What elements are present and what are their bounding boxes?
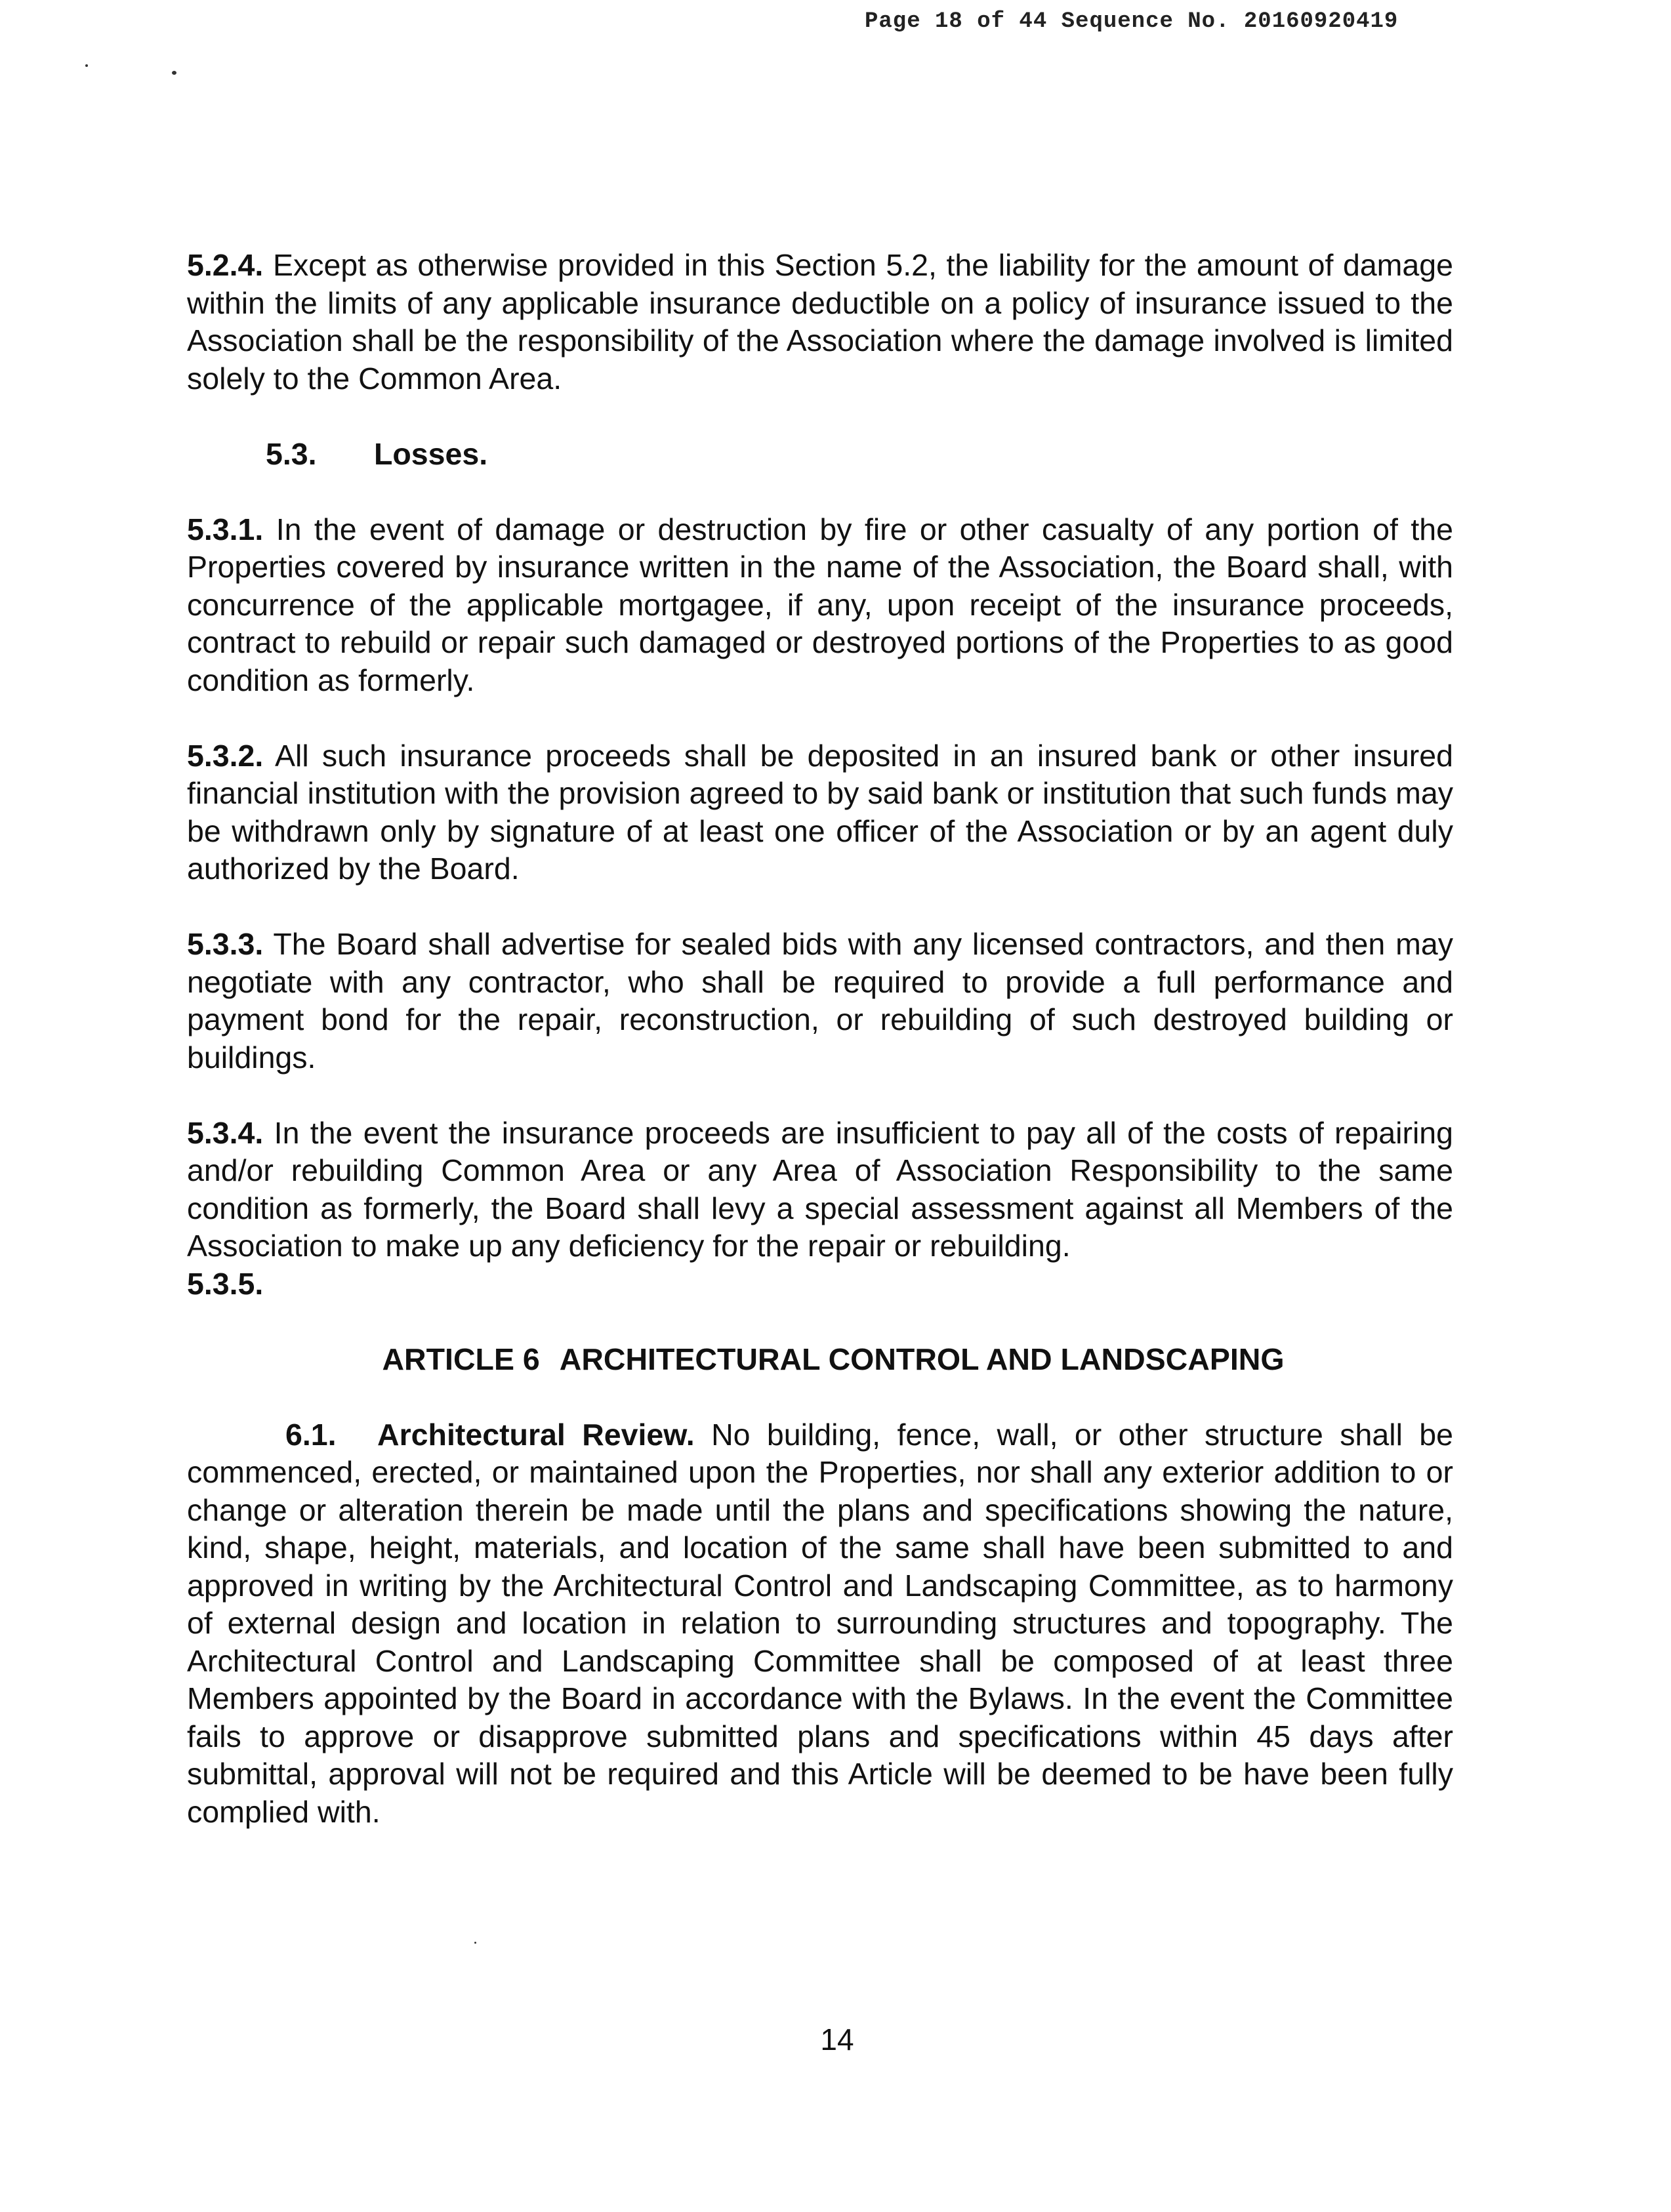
page-sequence-stamp: Page 18 of 44 Sequence No. 20160920419: [865, 9, 1399, 34]
paragraph-text: In the event the insurance proceeds are insufficient to pay all of the costs of repairing and/or rebuilding Common Area or any Area of Association Responsibility to the same condition as formerly, the Board shall levy a special assessment against all Members of the Association to make up any deficiency for the repair or rebuilding.: [187, 1115, 1453, 1263]
paragraph-5-3-4: [187, 1115, 1453, 1265]
page-number-text: 14: [820, 2022, 854, 2057]
section-heading-5-3: [187, 436, 1453, 474]
section-number: 6.1.: [285, 1417, 337, 1452]
section-number: 5.3.4.: [187, 1115, 264, 1150]
section-number-5-3-5: 5.3.5.: [187, 1266, 264, 1301]
scan-speck: [85, 64, 88, 67]
article-heading: [187, 1341, 1453, 1379]
paragraph-5-3-1: [187, 511, 1453, 700]
section-title: Losses.: [374, 436, 488, 471]
article-label: ARTICLE 6: [382, 1342, 540, 1376]
document-body: [187, 247, 1453, 1831]
paragraph-text: No building, fence, wall, or other structure shall be commenced, erected, or maintained upon the Properties, nor shall any exterior addition to or change or alteration therein be made until the plans and specifications showing the nature, kind, shape, height, materials, and location of the same shall have been submitted to and approved in writing by the Architectural Control and Landscaping Committee, as to harmony of external design and location in relation to surrounding structures and topography. The Architectural Control and Landscaping Committee shall be composed of at least three Members appointed by the Board in accordance with the Bylaws. In the event the Committee fails to approve or disapprove submitted plans and specifications within 45 days after submittal, approval will not be required and this Article will be deemed to be have been fully complied with.: [187, 1417, 1454, 1829]
page-number: [0, 2022, 1671, 2057]
paragraph-5-3-3: [187, 926, 1453, 1076]
scan-speck: [474, 1942, 476, 1944]
section-number: 5.3.3.: [187, 927, 264, 961]
paragraph-5-2-4: [187, 247, 1453, 398]
paragraph-text: In the event of damage or destruction by fire or other casualty of any portion of the Properties covered by insurance written in the name of the Association, the Board shall, with concurrence of the applicable mortgagee, if any, upon receipt of the insurance proceeds, contract to rebuild or repair such damaged or destroyed portions of the Properties to as good condition as formerly.: [187, 512, 1453, 697]
scan-speck: [172, 71, 176, 75]
section-number: 5.3.1.: [187, 512, 264, 546]
section-number: 5.3.2.: [187, 738, 264, 773]
article-title: ARCHITECTURAL CONTROL AND LANDSCAPING: [559, 1342, 1285, 1376]
paragraph-5-3-2: [187, 737, 1453, 888]
paragraph-text: All such insurance proceeds shall be deposited in an insured bank or other insured financial institution with the provision agreed to by said bank or institution that such funds may be withdrawn only by signature of at least one officer of the Association or by an agent duly authorized by the Board.: [187, 738, 1453, 886]
section-number: 5.2.4.: [187, 248, 264, 282]
section-title: Architectural Review.: [377, 1417, 695, 1452]
section-number: 5.3.: [266, 436, 317, 471]
paragraph-text: Except as otherwise provided in this Section 5.2, the liability for the amount of damage within the limits of any applicable insurance deductible on a policy of insurance issued to the Association shall be the responsibility of the Association where the damage involved is limited solely to the Common Area.: [187, 248, 1453, 396]
paragraph-text: The Board shall advertise for sealed bids with any licensed contractors, and then may negotiate with any contractor, who shall be required to provide a full performance and payment bond for the repair, reconstruction, or rebuilding of such destroyed building or buildings.: [187, 927, 1453, 1075]
paragraph-6-1: [187, 1416, 1453, 1832]
